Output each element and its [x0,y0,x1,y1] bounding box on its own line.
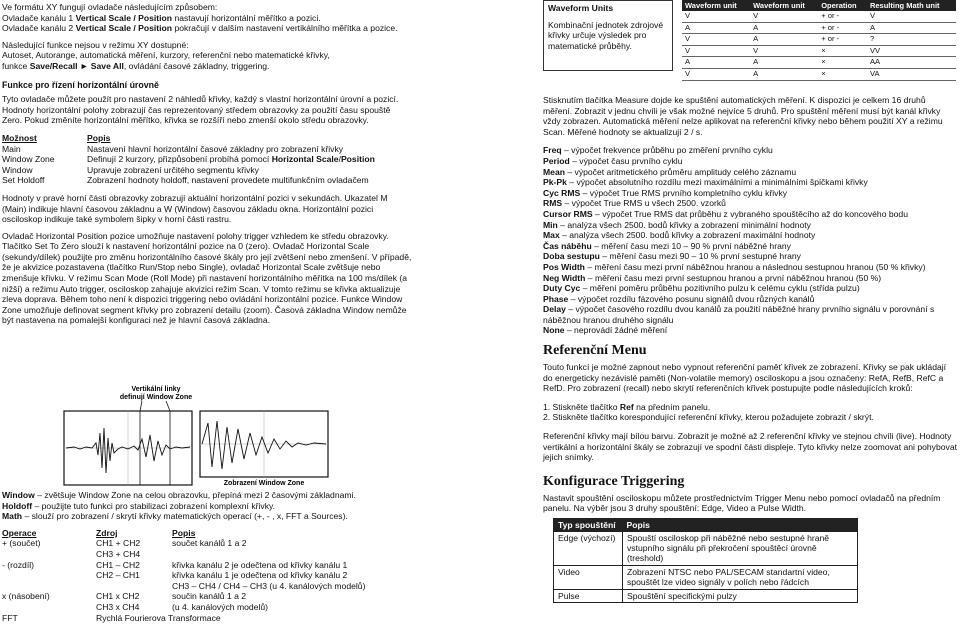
left-column-bottom [2,490,532,623]
keyword: Window [2,490,35,500]
list-item [543,167,957,178]
keyword: Vertical Scale / Position [75,23,173,34]
text: – výpočet časového rozdílu dvou kanálů za použití náběžné hrany prvního signálu v porovnání s náběžnou hranou druhého signálu [543,304,935,325]
cell: Set Holdoff [2,175,45,186]
cell: CH3 – CH4 / CH4 – CH3 (u 4. kanálových modelů) [172,580,366,591]
section-heading-horizontal: Funkce pro řízení horizontální úrovně [2,79,159,90]
cell: V [682,11,750,22]
math-table [2,528,371,623]
cell [2,570,96,581]
text: – měření poměru průběhu pozitivního pulzu k celému cyklu (střída pulzu) [580,283,860,294]
diagram-label: definují Window Zone [119,394,193,401]
keyword: Vertical Scale / Position [75,12,173,23]
text: Definují 2 kurzory, přizpůsobení probíhá pomocí [87,154,272,165]
section-heading-reference: Referenční Menu [543,343,647,359]
cell: CH1 x CH2 [96,591,140,602]
list-item [543,283,957,294]
text: – výpočet času prvního cyklu [569,155,683,166]
cell: A [750,68,818,80]
table-row [682,34,956,46]
table-row [2,570,371,581]
text: Ovladače kanálu 1 [2,12,76,23]
unavailable-list-2 [2,61,412,72]
math-line [2,511,532,522]
keyword: Position [340,154,375,165]
waveform-units-box [543,0,673,71]
cell [2,549,96,560]
cell: CH3 x CH4 [96,601,140,612]
list-item [543,209,957,220]
cell: Edge (výchozí) [554,532,623,566]
triggering-paragraph: Nastavit spouštění osciloskopu můžete prostřednictvím Trigger Menu nebo pomocí ovladačů na předním panelu. Na výběr jsou 3 druhy spouštění: Edge, Video a Pulse Width. [543,492,941,514]
cell: A [867,22,956,34]
text: – měření času mezi první náběžnou hranou a následnou sestupnou hranou (50 % křivky) [584,261,926,272]
window-zone-diagram [62,383,330,487]
cell: součet kanálů 1 a 2 [172,538,247,549]
list-item [543,145,957,156]
keyword: Doba sestupu [543,251,600,262]
list-item [543,273,957,284]
waveform-units-title: Waveform Units [548,3,614,13]
keyword: Čas náběhu [543,240,592,251]
reference-paragraph: Touto funkcí je možné zapnout nebo vypnout referenční paměť křivek ze zobrazení. Křivky se pak ukládají do energeticky nezávislé paměti (Non-volatile memory) osciloskopu a jsou označeny: RefA, RefB, RefC a RefD. Pro zobrazení (recall) nebo skrytí referenčních křivek postupujte podle následujících kroků: [543,362,947,394]
column-header: Waveform unit [750,0,818,11]
column-header: Zdroj [96,527,118,538]
text: – výpočet aritmetického průměru amplitudy celého záznamu [564,166,797,177]
cell: × [818,57,867,69]
column-header: Operation [818,0,867,11]
cell: × [818,45,867,57]
cell: AA [867,57,956,69]
cell: VA [867,68,956,80]
table-row [2,613,371,624]
keyword: Cyc RMS [543,187,581,198]
keyword: Pk-Pk [543,177,567,188]
list-item [543,156,957,167]
text: , ovládání časové základny, triggering. [123,60,270,71]
cell [2,602,96,613]
table-row [682,45,956,57]
right-column [543,95,957,603]
table-row [682,22,956,34]
cell: křivka kanálu 2 je odečtena od křivky kanálu 1 [172,559,348,570]
list-item [543,304,957,325]
keyword: Save/Recall [29,60,78,71]
text: pokračují v dalším nastavení vertikálního měřítka a pozice. [172,23,398,34]
text: – slouží pro zobrazení / skrytí křivky matematických operací (+, - , x, FFT a Sources). [22,511,348,522]
keyword: Min [543,219,558,230]
waveform-units-text: Kombinační jednotek zdrojové křivky určuje výsledek pro matematické průběhy. [548,19,664,51]
table-row [682,11,956,22]
cell: V [682,68,750,80]
cell: CH2 – CH1 [96,570,140,581]
text: na předním panelu. [633,401,711,412]
keyword: RMS [543,198,563,209]
text: funkce [2,60,30,71]
keyword: Horizontal Scale [271,154,339,165]
cell: křivka kanálu 1 je odečtena od křivky kanálu 2 [172,570,348,581]
text: Ovladače kanálu 2 [2,23,76,34]
table-row [682,57,956,69]
text: – neprovádí žádné měření [564,325,668,336]
cell: CH1 + CH2 [96,538,141,549]
keyword: Holdoff [2,500,33,511]
cell: Upravuje zobrazení určitého segmentu křivky [87,164,259,175]
column-header: Popis [172,527,196,538]
mode-paragraph: Hodnoty v pravé horní části obrazovky zobrazují aktuální horizontální pozici v sekundách. Ukazatel M (Main) indikuje hlavní časovou základnu a W (Window) časovou základu okna. Horizontální pozici osciloskop indikuje také symbolem šipky v horní části rastru. [2,192,388,225]
cell: A [750,34,818,46]
cell: A [682,22,750,34]
keyword: Pos Width [543,261,585,272]
keyword: Cursor RMS [543,208,593,219]
keyword: Duty Cyc [543,283,581,294]
keyword: Freq [543,145,562,156]
keyword: Ref [619,401,634,412]
list-item [543,251,957,262]
cell [87,154,383,165]
cell: Video [554,565,623,589]
list-item [543,325,957,336]
unavailable-list: Autoset, Autorange, automatická měření, kurzory, referenční nebo matematické křivky, [2,50,330,61]
keyword: Save All [90,60,124,71]
cell: ? [867,34,956,46]
cell: Zobrazení NTSC nebo PAL/SECAM standartní video, spouštět lze video signály v polích nebo řádcích [623,565,858,589]
cell [2,581,96,592]
cell: - (rozdíl) [2,559,34,570]
waveform-figure [62,383,330,487]
arrow-icon: ► [77,60,91,71]
cell: Zobrazení hodnoty holdoff, nastavení provedete multifunkčním ovladačem [87,175,369,186]
unavailable-title: Následující funkce nejsou v režimu XY dostupné: [2,39,189,50]
reference-step-1 [543,402,957,413]
left-column [2,2,412,326]
cell: V [750,45,818,57]
cell: A [750,22,818,34]
measure-paragraph: Stisknutím tlačítka Measure dojde ke spuštění automatických měření. K dispozici je celkem 16 druhů měření. Zobrazit v jednu chvíli je však možné nejvíce 5 druhů. Pro spuštění měření musí být kanál křivky vždy zobrazen. Automatická měření nelze aplikovat na referenční křivky nebo během použití XY a režimu Scan. Měřené hodnoty se aktualizují 2 / s. [543,95,943,137]
table-row [2,175,383,186]
keyword: Neg Width [543,272,586,283]
cell: Window Zone [2,154,55,165]
list-item [543,177,957,188]
keyword: Delay [543,304,566,315]
waveform-units-table [682,0,956,81]
trigger-table [553,518,858,603]
table-row [2,581,371,592]
keyword: Period [543,155,570,166]
keyword: Max [543,230,560,241]
text: – měření času mezi 10 – 90 % první náběžné hrany [591,240,791,251]
text: 1. Stiskněte tlačítko [543,401,620,412]
cell: VV [867,45,956,57]
cell: V [750,11,818,22]
list-item [543,220,957,231]
window-line [2,490,532,501]
section-heading-triggering: Konfigurace Triggering [543,473,685,489]
cell: × [818,68,867,80]
cell: + or - [818,11,867,22]
text: – zvětšuje Window Zone na celou obrazovku, přepíná mezi 2 časovými základnami. [34,490,356,500]
table-row [2,602,371,613]
cell: Window [2,164,33,175]
text: – použijte tuto funkci pro stabilizaci zobrazení komplexní křivky. [32,500,276,511]
column-header: Možnost [2,132,37,143]
cell: Main [2,143,21,154]
cell: + or - [818,34,867,46]
cell: FFT [2,612,18,623]
table-row [2,538,371,549]
cell: V [682,45,750,57]
cell: + or - [818,22,867,34]
table-row [2,549,371,560]
table-row [554,565,858,589]
table-row [682,68,956,80]
cell: Spouštění specifickými pulzy [623,589,858,602]
options-table [2,133,383,186]
table-row [2,591,371,602]
cell: Spouští osciloskop při náběžné nebo sestupné hraně vstupního signálu při překročení spouštěcí úrovně (treshold) [623,532,858,566]
diagram-caption: Zobrazení Window Zone [223,480,305,487]
intro-line-2 [2,13,412,24]
cell: CH3 + CH4 [96,548,141,559]
cell: Nastavení hlavní horizontální časové základny pro zobrazení křivky [87,143,344,154]
measure-list [543,145,957,336]
cell: Rychlá Fourierova Transformace [96,612,221,623]
cell: Pulse [554,589,623,602]
text: / [338,154,341,165]
text: – analýza všech 2500. bodů křivky a zobrazení maximální hodnoty [559,230,816,241]
keyword: Math [2,511,23,522]
table-row [2,154,383,165]
reference-step-2: 2. Stiskněte tlačítko korespondující referenční křivky, kterou požadujete zobrazit / skrýt. [543,412,874,423]
text: – analýza všech 2500. bodů křivky a zobrazení minimální hodnoty [557,219,811,230]
intro-line-3 [2,23,412,34]
column-header: Operace [2,527,37,538]
table-row [554,589,858,602]
cell: V [682,34,750,46]
table-row [554,532,858,566]
text: – výpočet True RMS u všech 2500. vzorků [562,198,726,209]
cell: (u 4. kanálových modelů) [172,601,269,612]
cell [172,549,371,560]
text: – výpočet absolutního rozdílu mezi maximálními a minimálními špičkami křivky [566,177,868,188]
diagram-label: Vertikální linky [131,386,181,393]
list-item [543,198,957,209]
intro-line-1: Ve formátu XY fungují ovladače následujícím způsobem: [2,2,218,12]
column-header: Typ spouštění [554,519,623,532]
cell: V [867,11,956,22]
cell: x (násobení) [2,591,50,602]
keyword: Mean [543,166,565,177]
text: – výpočet True RMS prvního kompletního cyklu křivky [580,187,788,198]
text: – měření času mezi první sestupnou hranou a první náběžnou hranou (50 %) [585,272,882,283]
text: – měření času mezi 90 – 10 % první sestupné hrany [599,251,801,262]
column-header: Resulting Math unit [867,0,956,11]
column-header: Popis [87,132,111,143]
reference-paragraph-2: Referenční křivky mají bílou barvu. Zobrazit je možné až 2 referenční křivky ve stejnou chvíli (live). Hodnoty vertikální a horizontální škály se zobrazují ve spodní části displeje. Tyto křivky nelze zoomovat ani pohybovat jejich snímky. [543,431,957,463]
list-item [543,188,957,199]
list-item [543,241,957,252]
keyword: Phase [543,293,569,304]
keyword: None [543,325,565,336]
column-header: Waveform unit [682,0,750,11]
table-row [2,144,383,155]
table-row [2,165,383,176]
text: – výpočet rozdílu fázového posunu signálů dvou různých kanálů [568,293,815,304]
list-item [543,294,957,305]
cell: A [682,57,750,69]
table-row [2,560,371,571]
cell [96,581,172,592]
text: – výpočet True RMS dat průběhu z vybraného spouštěcího až do koncového bodu [592,208,908,219]
text: nastavují horizontální měřítko a pozici. [172,12,321,23]
cell: A [750,57,818,69]
cell: + (součet) [2,538,41,549]
list-item [543,230,957,241]
column-header: Popis [623,519,858,532]
cell: součin kanálů 1 a 2 [172,591,247,602]
horizontal-position-paragraph: Ovladač Horizontal Position pozice umožňuje nastavení polohy trigger vzhledem ke středu obrazovky. Tlačítko Set To Zero slouží k nastavení horizontální pozice na 0 (zero). Ovladač Horizontal Scale (sekundy/dílek) použijte pro změnu horizontálního časové škály pro její zvětšení nebo zmenšení. V případě, že je akvizice pozastavena (tlačítko Run/Stop nebo Single), ovladač Horizontal Scale zvětšuje nebo zmenšuje křivku. V režimu Scan Mode (Roll Mode) při nastavení horizontálního měřítka na 100 ms/dílek (a nižší) a režimu Auto trigger, osciloskop zahajuje akvizici režim Scan. V tomto režimu se křivka aktualizuje zleva doprava. Během toho není k dispozici triggering nebo ovládání horizontální pozice. Funkce Window Zone umožňuje definovat segment křivky pro zobrazení detailu (zoom). Časová základna Window nemůže být nastavena na pomalejší konfiguraci než je hlavní časová základna. [2,230,412,326]
text: – výpočet frekvence průběhu po změření prvního cyklu [561,145,773,156]
cell: CH1 – CH2 [96,559,140,570]
list-item [543,262,957,273]
holdoff-line [2,501,532,512]
horizontal-paragraph: Tyto ovladače můžete použít pro nastavení 2 náhledů křivky, každý s vlastní horizontální úrovní a pozicí. Hodnoty horizontální polohy zobrazují čas reprezentovaný středem obrazovky za použití času spouště Zero. Pokud změníte horizontální měřítko, křivka se rozšíří nebo zmenší okolo středu obrazovky. [2,94,399,126]
